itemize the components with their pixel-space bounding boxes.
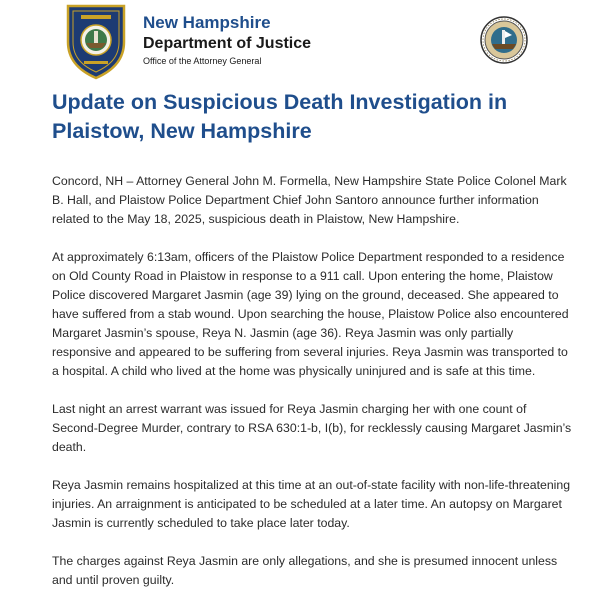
org-state-name: New Hampshire xyxy=(143,13,271,32)
nh-state-seal-icon xyxy=(480,16,528,64)
press-release-title: Update on Suspicious Death Investigation in Plaistow, New Hampshire xyxy=(52,90,508,143)
org-department-name: Department of Justice xyxy=(143,35,312,52)
org-office-name: Office of the Attorney General xyxy=(143,56,262,66)
paragraph-incident: At approximately 6:13am, officers of the Plaistow Police Department responded to a residence on Old County Road in Plaistow in response to a 911 call. Upon entering the home, Plaistow Police discovered Margaret Jasmin (age 39) lying on the ground, deceased. She appeared to have suffered from a stab wound. Upon searching the house, Plaistow Police also encountered Margaret Jasmin’s spouse, Reya N. Jasmin (age 36). Reya Jasmin was only partially responsive and appeared to be suffering from several injuries. Reya Jasmin was transported to a hospital. A child who lived at the home was physically uninjured and is safe at this time. xyxy=(52,250,569,378)
paragraph-intro: Concord, NH – Attorney General John M. Formella, New Hampshire State Police Colonel Mark B. Hall, and Plaistow Police Department Chief John Santoro announce further information related to the May 18, 2025, suspicious death in Plaistow, New Hampshire. xyxy=(52,174,567,226)
paragraph-warrant: Last night an arrest warrant was issued for Reya Jasmin charging her with one count of Second-Degree Murder, contrary to RSA 630:1-b, I(b), for recklessly causing Margaret Jasmin’s death. xyxy=(52,402,572,454)
press-release-body xyxy=(52,172,572,609)
page-header xyxy=(0,0,600,80)
organization-block xyxy=(143,13,311,68)
paragraph-status: Reya Jasmin remains hospitalized at this time at an out-of-state facility with non-life-threatening injuries. An arraignment is anticipated to be scheduled at a later time. An autopsy on Margaret Jasmin is currently scheduled to take place later today. xyxy=(52,478,571,530)
nh-doj-badge-icon xyxy=(64,2,128,80)
paragraph-allegations: The charges against Reya Jasmin are only allegations, and she is presumed innocent unless and until proven guilty. xyxy=(52,554,558,587)
